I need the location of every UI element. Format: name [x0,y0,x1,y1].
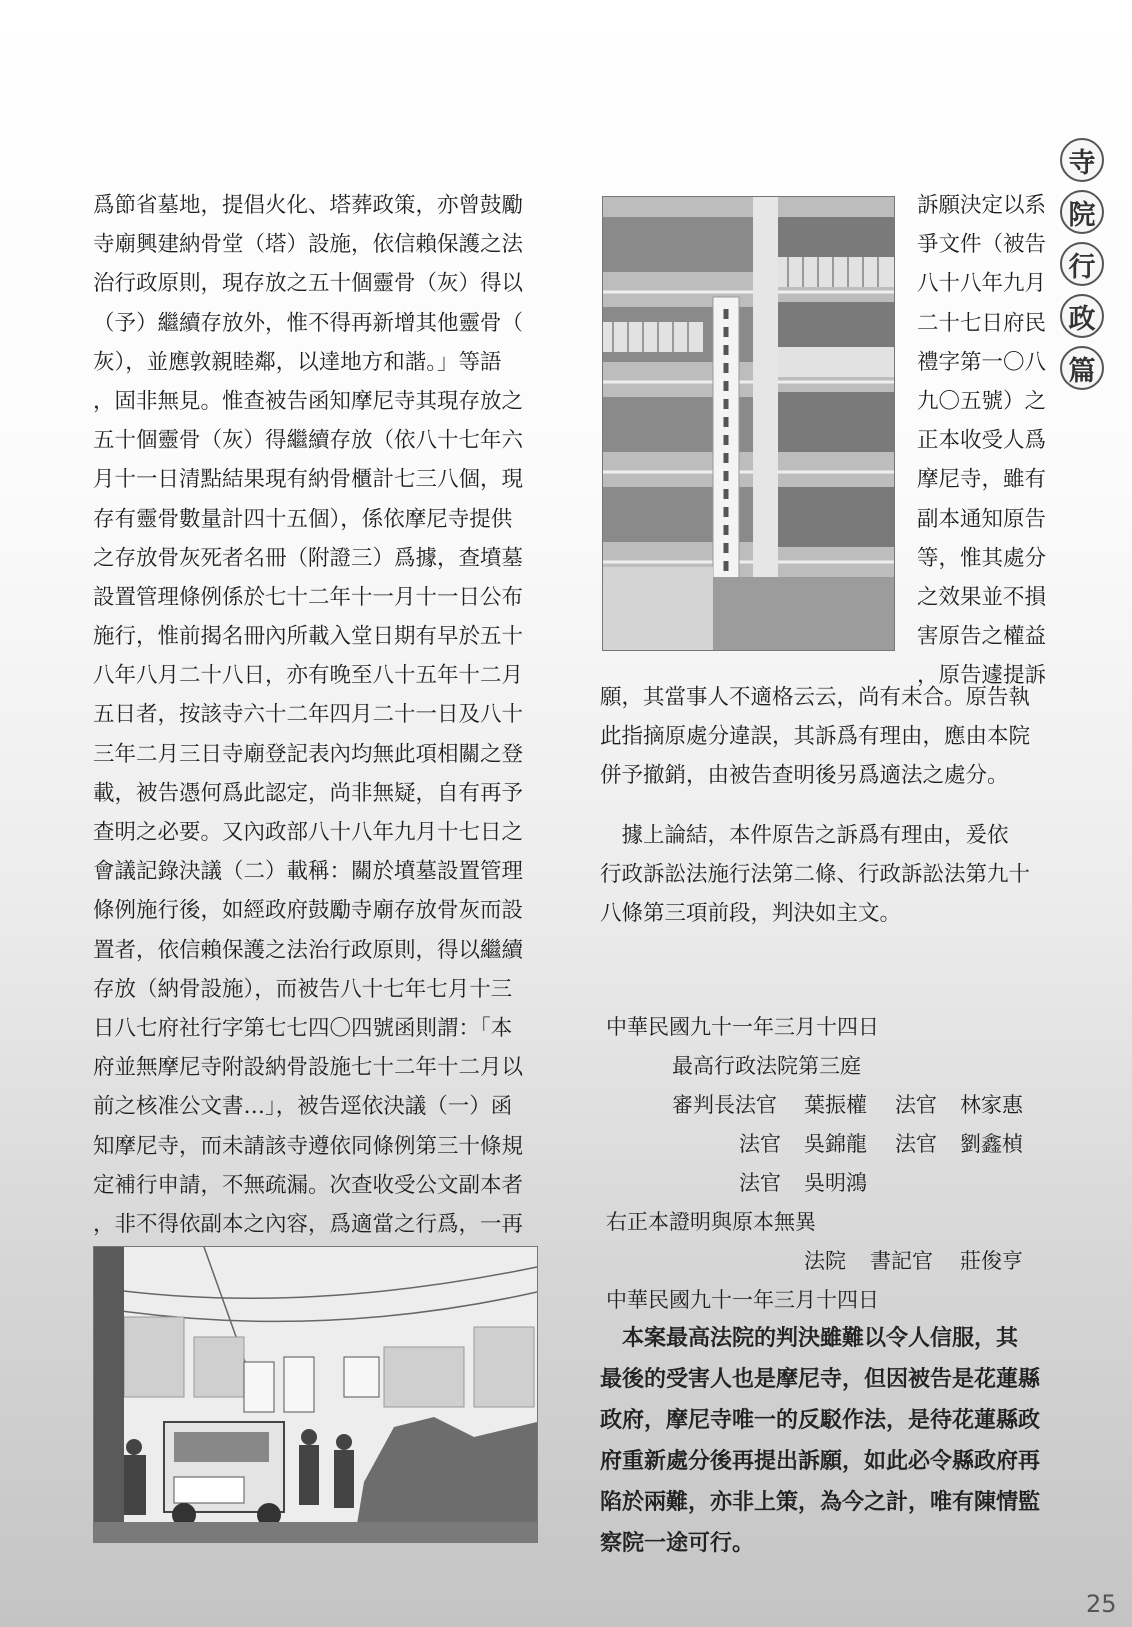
court-name: 最高行政法院第三庭 [672,1054,861,1078]
judge-name: 吳錦龍 [804,1132,867,1156]
text-line: 寺廟興建納骨堂（塔）設施，依信賴保護之法 [93,232,524,258]
text-line: 願，其當事人不適格云云，尚有未合。原告執 [600,685,1031,710]
text-line: 定補行申請，不無疏漏。次查收受公文副本者 [93,1172,524,1198]
certification-date: 中華民國九十一年三月十四日 [606,1288,879,1312]
clerk-court: 法院 [804,1249,846,1273]
text-line: 爭文件（被告 [917,232,1047,258]
section-tab-char: 政 [1060,294,1104,338]
street-illustration [94,1247,537,1542]
judge-title: 法官 [739,1132,781,1156]
text-line: 五日者，按該寺六十二年四月二十一日及八十 [93,702,524,728]
text-line: 存有靈骨數量計四十五個），係依摩尼寺提供 [93,506,513,532]
text-line: （予）繼續存放外，惟不得再新增其他靈骨（ [93,310,524,336]
text-line: 本案最高法院的判決雖難以令人信服，其 [600,1325,1019,1351]
text-line: 爲節省墓地，提倡火化、塔葬政策，亦曾鼓勵 [93,193,524,218]
text-line: 八年八月二十八日，亦有晚至八十五年十二月 [93,663,524,689]
section-tab-char: 院 [1060,190,1104,234]
text-line: 二十七日府民 [917,310,1047,336]
text-line: 政府，摩尼寺唯一的反駁作法，是待花蓮縣政 [600,1407,1041,1433]
text-line: 九〇五號）之 [917,388,1047,414]
text-line: 察院一途可行。 [600,1530,755,1556]
clerk-name: 莊俊亨 [960,1249,1023,1273]
clerk-title: 書記官 [870,1249,933,1273]
left-column-text [93,186,543,1244]
section-tab-char: 篇 [1060,346,1104,390]
certification-note: 右正本證明與原本無異 [606,1210,816,1234]
text-line: 此指摘原處分違誤，其訴爲有理由，應由本院 [600,724,1031,750]
section-tab-char: 行 [1060,242,1104,286]
text-line: 三年二月三日寺廟登記表內均無此項相關之登 [93,741,524,767]
text-line: 月十一日清點結果現有納骨櫃計七三八個，現 [93,467,524,493]
section-tab [1060,138,1108,398]
presiding-judge-title: 審判長法官 [672,1093,777,1117]
street-protest-photo [93,1246,538,1543]
text-line: 施行，惟前揭名冊內所載入堂日期有早於五十 [93,624,524,650]
text-line: 五十個靈骨（灰）得繼續存放（依八十七年六 [93,428,524,454]
text-line: 置者，依信賴保護之法治行政原則，得以繼續 [93,937,524,963]
text-line: 最後的受害人也是摩尼寺，但因被告是花蓮縣 [600,1366,1041,1392]
author-commentary [600,1318,1060,1564]
text-line: 查明之必要。又內政部八十八年九月十七日之 [93,820,524,845]
text-line: 害原告之權益 [917,624,1047,650]
text-line: ，固非無見。惟查被告函知摩尼寺其現存放之 [93,388,524,414]
judge-title: 法官 [739,1171,781,1195]
text-line: 條例施行後，如經政府鼓勵寺廟存放骨灰而設 [93,898,524,924]
text-line: 正本收受人爲 [917,428,1047,454]
judge-name: 劉鑫楨 [960,1132,1023,1156]
text-line: 灰），並應敦親睦鄰，以達地方和諧。」等語 [93,349,502,375]
text-line: 併予撤銷，由被告查明後另爲適法之處分。 [600,763,1009,789]
text-line: 摩尼寺，雖有 [917,467,1047,493]
text-line: 訴願決定以系 [917,193,1047,218]
presiding-judge-name: 葉振權 [804,1093,867,1117]
text-line: 八條第三項前段，判決如主文。 [600,901,902,927]
page-number: 25 [1086,1590,1117,1618]
text-line: 行政訴訟法施行法第二條、行政訴訟法第九十 [600,862,1031,888]
right-narrow-column-text [917,186,1052,695]
text-line: ，非不得依副本之內容，爲適當之行爲，一再 [93,1211,524,1237]
text-line: 存放（納骨設施），而被告八十七年七月十三 [93,976,513,1002]
text-line: 日八七府社行字第七七四〇四號函則謂：「本 [93,1015,513,1041]
right-wide-column-text [600,678,1050,796]
text-line: 知摩尼寺，而未請該寺遵依同條例第三十條規 [93,1133,524,1159]
text-line: 之效果並不損 [917,584,1047,610]
text-line: 府重新處分後再提出訴願，如此必令縣政府再 [600,1448,1041,1474]
text-line: 載，被告憑何爲此認定，尚非無疑，自有再予 [93,780,524,806]
temple-building-photo [602,196,895,651]
text-line: 府並無摩尼寺附設納骨設施七十二年十二月以 [93,1055,524,1081]
text-line: 陷於兩難，亦非上策，為今之計，唯有陳情監 [600,1489,1041,1515]
text-line: 等，惟其處分 [917,545,1047,571]
judge-title: 法官 [895,1093,937,1117]
text-line: 設置管理條例係於七十二年十一月十一日公布 [93,584,524,610]
text-line: 前之核准公文書…」，被告逕依決議（一）函 [93,1094,513,1120]
judge-title: 法官 [895,1132,937,1156]
conclusion-paragraph [600,816,1060,934]
text-line: 禮字第一〇八 [917,349,1047,375]
text-line: 副本通知原告 [917,506,1047,532]
section-tab-char: 寺 [1060,138,1104,182]
text-line: 之存放骨灰死者名冊（附證三）爲據，查墳墓 [93,545,524,571]
judgment-date: 中華民國九十一年三月十四日 [606,1015,879,1039]
building-illustration [603,197,894,650]
text-line: 據上論結，本件原告之訴爲有理由，爰依 [600,823,1009,848]
text-line: ，原告遽提訴 [917,663,1047,689]
judge-name: 吳明鴻 [804,1171,867,1195]
judge-name: 林家惠 [960,1093,1023,1117]
text-line: 八十八年九月 [917,271,1047,297]
text-line: 治行政原則，現存放之五十個靈骨（灰）得以 [93,271,524,297]
text-line: 會議記錄決議（二）載稱：關於墳墓設置管理 [93,859,524,885]
